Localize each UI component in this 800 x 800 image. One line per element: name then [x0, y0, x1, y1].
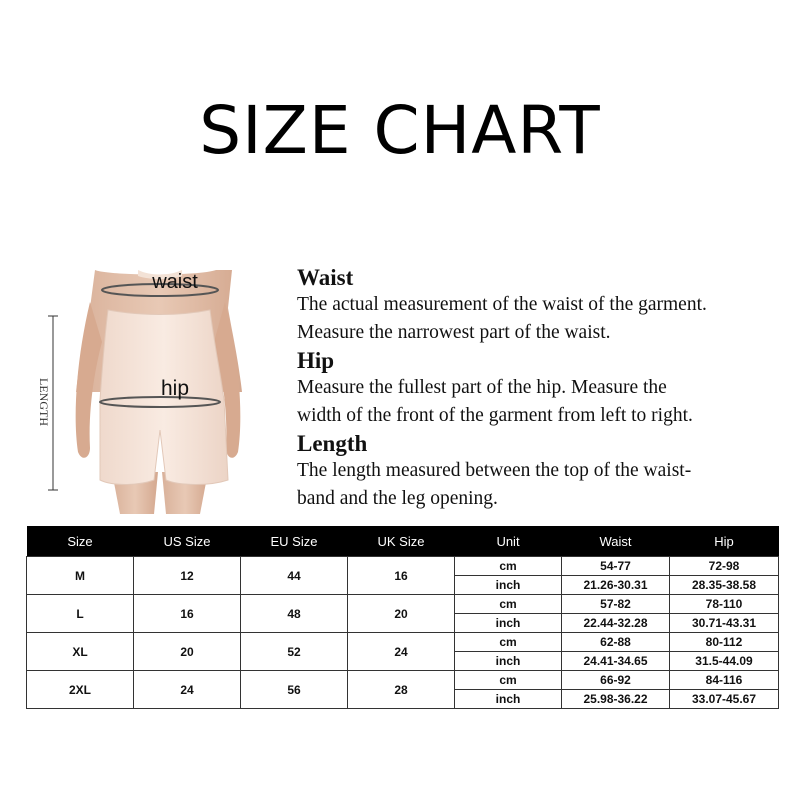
header-waist: Waist — [562, 526, 670, 557]
waist-cell: 66-92 — [562, 671, 670, 690]
eu-size-cell: 44 — [241, 557, 348, 595]
header-eu-size: EU Size — [241, 526, 348, 557]
waist-cell: 57-82 — [562, 595, 670, 614]
waist-desc-line-2: Measure the narrowest part of the waist. — [297, 322, 611, 343]
size-cell: L — [27, 595, 134, 633]
hip-cell: 72-98 — [670, 557, 779, 576]
unit-cell: inch — [455, 576, 562, 595]
waist-cell: 25.98-36.22 — [562, 690, 670, 709]
uk-size-cell: 24 — [348, 633, 455, 671]
unit-cell: inch — [455, 690, 562, 709]
hip-cell: 78-110 — [670, 595, 779, 614]
size-table — [26, 526, 779, 709]
us-size-cell: 12 — [134, 557, 241, 595]
waist-cell: 21.26-30.31 — [562, 576, 670, 595]
size-cell: 2XL — [27, 671, 134, 709]
table-row — [27, 633, 779, 652]
table-row — [27, 595, 779, 614]
garment-figure — [20, 262, 290, 522]
uk-size-cell: 20 — [348, 595, 455, 633]
length-heading: Length — [297, 431, 368, 456]
unit-cell: inch — [455, 614, 562, 633]
size-cell: M — [27, 557, 134, 595]
hip-cell: 84-116 — [670, 671, 779, 690]
hip-cell: 31.5-44.09 — [670, 652, 779, 671]
hip-cell: 33.07-45.67 — [670, 690, 779, 709]
hip-cell: 28.35-38.58 — [670, 576, 779, 595]
uk-size-cell: 28 — [348, 671, 455, 709]
unit-cell: cm — [455, 595, 562, 614]
size-cell: XL — [27, 633, 134, 671]
measurement-descriptions — [297, 264, 787, 513]
eu-size-cell: 48 — [241, 595, 348, 633]
length-desc-line-1: The length measured between the top of the waist- — [297, 460, 692, 481]
us-size-cell: 20 — [134, 633, 241, 671]
waist-desc-line-1: The actual measurement of the waist of the garment. — [297, 294, 707, 315]
page-title: SIZE CHART — [199, 92, 601, 169]
hip-desc-line-2: width of the front of the garment from left to right. — [297, 405, 693, 426]
hip-desc-line-1: Measure the fullest part of the hip. Measure the — [297, 377, 667, 398]
waist-cell: 54-77 — [562, 557, 670, 576]
table-row — [27, 557, 779, 576]
hip-heading: Hip — [297, 348, 335, 373]
uk-size-cell: 16 — [348, 557, 455, 595]
header-uk-size: UK Size — [348, 526, 455, 557]
us-size-cell: 16 — [134, 595, 241, 633]
header-size: Size — [27, 526, 134, 557]
hip-cell: 30.71-43.31 — [670, 614, 779, 633]
table-row — [27, 671, 779, 690]
waist-cell: 62-88 — [562, 633, 670, 652]
length-label: LENGTH — [37, 378, 51, 426]
header-us-size: US Size — [134, 526, 241, 557]
waist-heading: Waist — [297, 265, 354, 290]
length-desc-line-2: band and the leg opening. — [297, 488, 498, 509]
waist-label: waist — [152, 271, 198, 293]
eu-size-cell: 52 — [241, 633, 348, 671]
header-unit: Unit — [455, 526, 562, 557]
us-size-cell: 24 — [134, 671, 241, 709]
hip-label: hip — [160, 377, 190, 400]
table-header-row — [27, 526, 779, 557]
waist-cell: 22.44-32.28 — [562, 614, 670, 633]
unit-cell: inch — [455, 652, 562, 671]
hip-cell: 80-112 — [670, 633, 779, 652]
waist-cell: 24.41-34.65 — [562, 652, 670, 671]
header-hip: Hip — [670, 526, 779, 557]
unit-cell: cm — [455, 633, 562, 652]
unit-cell: cm — [455, 557, 562, 576]
eu-size-cell: 56 — [241, 671, 348, 709]
unit-cell: cm — [455, 671, 562, 690]
